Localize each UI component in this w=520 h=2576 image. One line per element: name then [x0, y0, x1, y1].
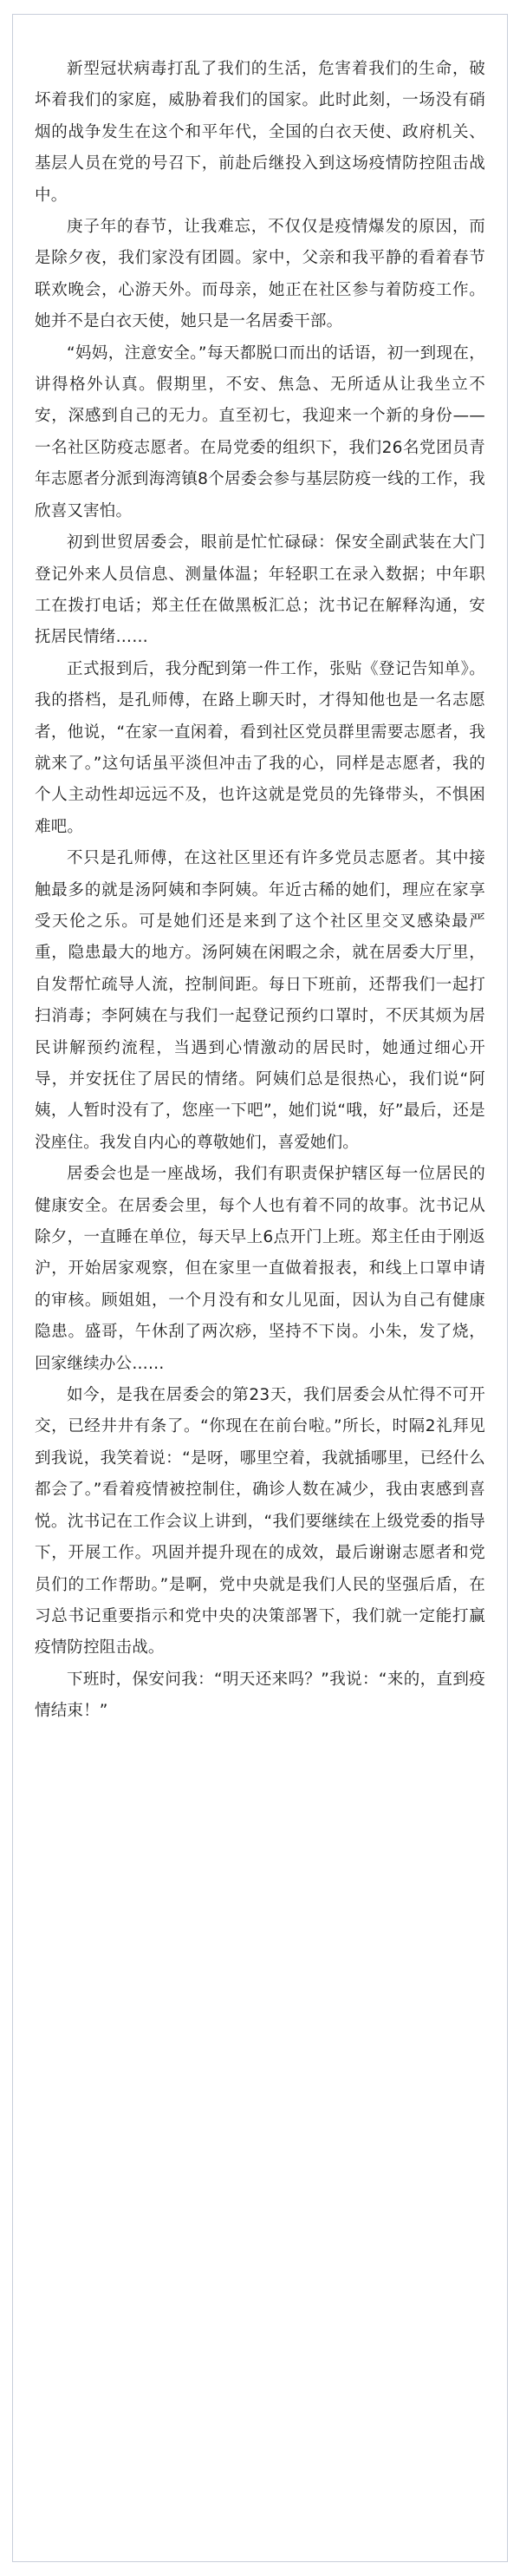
- paragraph-5: 正式报到后，我分配到第一件工作，张贴《登记告知单》。我的搭档，是孔师傅，在路上聊天时，才得知他也是一名志愿者，他说，“在家一直闲着，看到社区党员群里需要志愿者，我就来了。”这句话虽平淡但冲击了我的心，同样是志愿者，我的个人主动性却远远不及，也许这就是党员的先锋带头，不惧困难吧。: [35, 659, 485, 836]
- paragraph-1: 新型冠状病毒打乱了我们的生活，危害着我们的生命，破坏着我们的家庭，威胁着我们的国家。此时此刻，一场没有硝烟的战争发生在这个和平年代，全国的白衣天使、政府机关、基层人员在党的号召下，前赴后继投入到这场疫情防控阻击战中。: [35, 60, 485, 205]
- paragraph-6: 不只是孔师傅，在这社区里还有许多党员志愿者。其中接触最多的就是汤阿姨和李阿姨。年近古稀的她们，理应在家享受天伦之乐。可是她们还是来到了这个社区里交叉感染最严重，隐患最大的地方。汤阿姨在闲暇之余，就在居委大厅里，自发帮忙疏导人流，控制间距。每日下班前，还帮我们一起打扫消毒；李阿姨在与我们一起登记预约口罩时，不厌其烦为居民讲解预约流程，当遇到心情激动的居民时，她通过细心开导，并安抚住了居民的情绪。阿姨们总是很热心，我们说“阿姨，人暂时没有了，您座一下吧”，她们说“哦，好”最后，还是没座住。我发自内心的尊敬她们，喜爱她们。: [35, 849, 485, 1152]
- paragraph-2: 庚子年的春节，让我难忘，不仅仅是疫情爆发的原因，而是除夕夜，我们家没有团圆。家中，父亲和我平静的看着春节联欢晚会，心游天外。而母亲，她正在社区参与着防疫工作。她并不是白衣天使，她只是一名居委干部。: [35, 218, 485, 331]
- paragraph-9: 下班时，保安问我：“明天还来吗？”我说：“来的，直到疫情结束！”: [35, 1670, 485, 1721]
- paragraph-8: 如今，是我在居委会的第23天，我们居委会从忙得不可开交，已经井井有条了。“你现在在前台啦。”所长，时隔2礼拜见到我说，我笑着说：“是呀，哪里空着，我就插哪里，已经什么都会了。”看着疫情被控制住，确诊人数在减少，我由衷感到喜悦。沈书记在工作会议上讲到，“我们要继续在上级党委的指导下，开展工作。巩固并提升现在的成效，最后谢谢志愿者和党员们的工作帮助。”是啊，党中央就是我们人民的坚强后盾，在习总书记重要指示和党中央的决策部署下，我们就一定能打赢疫情防控阻击战。: [35, 1386, 485, 1657]
- paragraph-3: “妈妈，注意安全。”每天都脱口而出的话语，初一到现在，讲得格外认真。假期里，不安、焦急、无所适从让我坐立不安，深感到自己的无力。直至初七，我迎来一个新的身份——一名社区防疫志愿者。在局党委的组织下，我们26名党团员青年志愿者分派到海湾镇8个居委会参与基层防疫一线的工作，我欣喜又害怕。: [35, 343, 485, 520]
- paragraph-7: 居委会也是一座战场，我们有职责保护辖区每一位居民的健康安全。在居委会里，每个人也有着不同的故事。沈书记从除夕，一直睡在单位，每天早上6点开门上班。郑主任由于刚返沪，开始居家观察，但在家里一直做着报表，和线上口罩申请的审核。顾姐姐，一个月没有和女儿见面，因认为自己有健康隐患。盛哥，午休刮了两次痧，坚持不下岗。小朱，发了烧，回家继续办公……: [35, 1165, 485, 1373]
- article-body: [35, 54, 485, 1728]
- paragraph-4: 初到世贸居委会，眼前是忙忙碌碌：保安全副武装在大门登记外来人员信息、测量体温；年轻职工在录入数据；中年职工在拨打电话；郑主任在做黑板汇总；沈书记在解释沟通，安抚居民情绪……: [35, 533, 485, 647]
